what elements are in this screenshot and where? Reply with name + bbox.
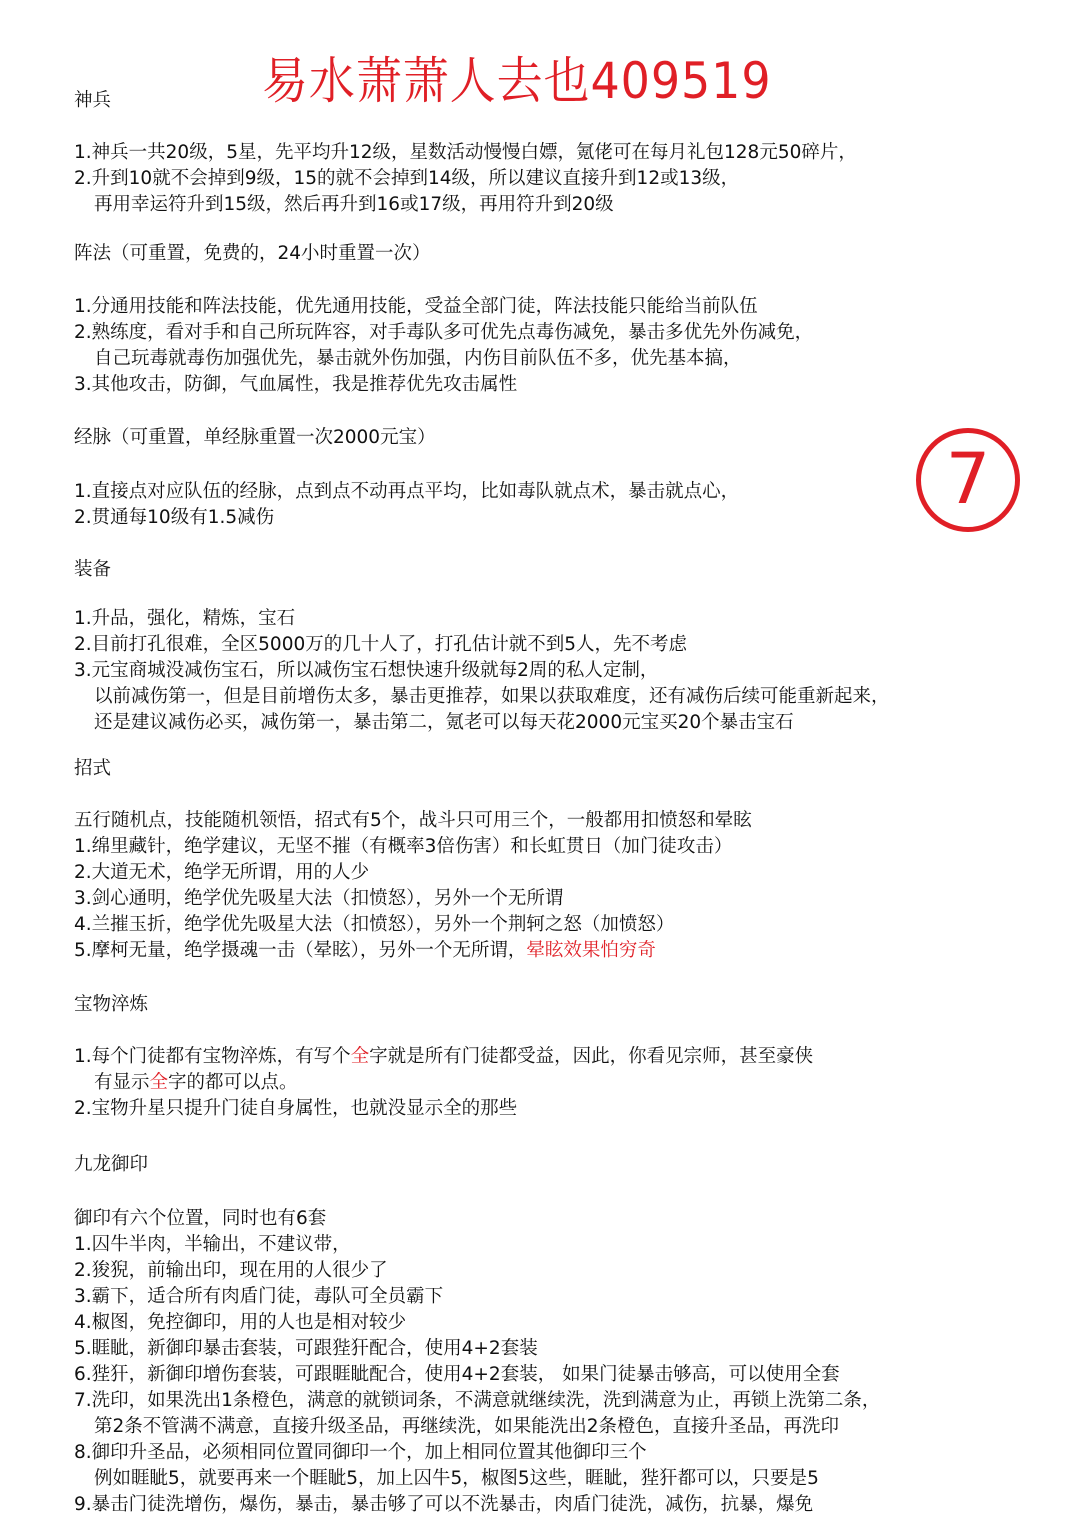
text-line bbox=[74, 192, 614, 218]
text-line bbox=[74, 140, 857, 166]
line-text: 1.每个门徒都有宝物淬炼，有写个 bbox=[74, 1046, 351, 1067]
line-text: 九龙御印 bbox=[74, 1154, 149, 1175]
text-line bbox=[74, 372, 517, 398]
line-text: 4.兰摧玉折，绝学优先吸星大法（扣愤怒），另外一个荆轲之怒（加愤怒） bbox=[74, 914, 675, 935]
line-text: 五行随机点，技能随机领悟，招式有5个，战斗只可用三个，一般都用扣愤怒和晕眩 bbox=[74, 810, 752, 831]
line-text: 装备 bbox=[74, 559, 112, 580]
line-text-tail: 字就是所有门徒都受益，因此，你看见宗师，甚至豪侠 bbox=[369, 1046, 814, 1067]
line-text: 2.熟练度，看对手和自己所玩阵容，对手毒队多可优先点毒伤减免，暴击多优先外伤减免， bbox=[74, 322, 814, 343]
line-text: 2.狻猊，前输出印，现在用的人很少了 bbox=[74, 1260, 388, 1281]
text-line bbox=[74, 1310, 406, 1336]
text-line bbox=[74, 1044, 813, 1070]
text-line bbox=[74, 1232, 351, 1258]
text-line bbox=[74, 1414, 839, 1440]
line-text: 1.囚牛半肉，半输出，不建议带， bbox=[74, 1234, 351, 1255]
line-text: 宝物淬炼 bbox=[74, 994, 149, 1015]
line-text: 1.分通用技能和阵法技能，优先通用技能，受益全部门徒，阵法技能只能给当前队伍 bbox=[74, 296, 758, 317]
line-text: 1.神兵一共20级，5星，先平均升12级，星数活动慢慢白嫖，氪佬可在每月礼包128元50碎片， bbox=[74, 142, 857, 163]
line-text: 例如睚眦5，就要再来一个睚眦5，加上囚牛5，椒图5这些，睚眦，狴犴都可以，只要是5 bbox=[94, 1468, 819, 1489]
text-line bbox=[74, 425, 436, 451]
text-line bbox=[74, 88, 111, 114]
line-text: 3.元宝商城没减伤宝石，所以减伤宝石想快速升级就每2周的私人定制， bbox=[74, 660, 659, 681]
text-line bbox=[74, 320, 813, 346]
text-line bbox=[74, 658, 658, 684]
text-line bbox=[74, 1492, 813, 1518]
text-line bbox=[74, 938, 656, 964]
highlight-text: 晕眩效果怕穷奇 bbox=[526, 940, 656, 961]
text-line bbox=[74, 1096, 517, 1122]
line-text: 2.宝物升星只提升门徒自身属性，也就没显示全的那些 bbox=[74, 1098, 518, 1119]
text-line bbox=[74, 1070, 298, 1096]
text-line bbox=[74, 1466, 819, 1492]
text-line bbox=[74, 834, 732, 860]
line-text: 2.贯通每10级有1.5减伤 bbox=[74, 507, 275, 528]
text-line bbox=[74, 710, 794, 736]
text-line bbox=[74, 684, 890, 710]
line-text: 2.目前打孔很难，全区5000万的几十人了，打孔估计就不到5人，先不考虑 bbox=[74, 634, 688, 655]
text-line bbox=[74, 557, 111, 583]
line-text: 2.大道无术，绝学无所谓，用的人少 bbox=[74, 862, 370, 883]
line-text: 3.霸下，适合所有肉盾门徒，毒队可全员霸下 bbox=[74, 1286, 444, 1307]
line-text: 9.暴击门徒洗增伤，爆伤，暴击，暴击够了可以不洗暴击，肉盾门徒洗，减伤，抗暴，爆免 bbox=[74, 1494, 814, 1515]
line-text: 还是建议减伤必买，减伤第一，暴击第二，氪老可以每天花2000元宝买20个暴击宝石 bbox=[94, 712, 794, 733]
page-number-circle: 7 bbox=[916, 428, 1020, 532]
text-line bbox=[74, 241, 431, 267]
line-text: 3.其他攻击，防御，气血属性，我是推荐优先攻击属性 bbox=[74, 374, 518, 395]
line-text: 6.狴犴，新御印增伤套装，可跟睚眦配合，使用4+2套装， 如果门徒暴击够高，可以使用全套 bbox=[74, 1364, 840, 1385]
line-text: 阵法（可重置，免费的，24小时重置一次） bbox=[74, 243, 431, 264]
line-text: 经脉（可重置，单经脉重置一次2000元宝） bbox=[74, 427, 436, 448]
line-text: 御印有六个位置，同时也有6套 bbox=[74, 1208, 327, 1229]
text-line bbox=[74, 346, 742, 372]
line-text: 自己玩毒就毒伤加强优先，暴击就外伤加强，内伤目前队伍不多，优先基本搞， bbox=[94, 348, 742, 369]
text-line bbox=[74, 505, 274, 531]
line-text: 1.直接点对应队伍的经脉，点到点不动再点平均，比如毒队就点术，暴击就点心， bbox=[74, 481, 740, 502]
text-line bbox=[74, 912, 674, 938]
line-text: 2.升到10就不会掉到9级，15的就不会掉到14级，所以建议直接升到12或13级， bbox=[74, 168, 740, 189]
line-text: 招式 bbox=[74, 758, 112, 779]
text-line bbox=[74, 808, 752, 834]
line-text: 第2条不管满不满意，直接升级圣品，再继续洗，如果能洗出2条橙色，直接升圣品，再洗印 bbox=[94, 1416, 840, 1437]
text-line bbox=[74, 294, 758, 320]
text-line bbox=[74, 166, 739, 192]
line-text-tail: 字的都可以点。 bbox=[168, 1072, 298, 1093]
text-line bbox=[74, 756, 111, 782]
line-text: 8.御印升圣品，必须相同位置同御印一个，加上相同位置其他御印三个 bbox=[74, 1442, 647, 1463]
text-line bbox=[74, 1388, 880, 1414]
line-text: 7.洗印，如果洗出1条橙色，满意的就锁词条，不满意就继续洗，洗到满意为止，再锁上洗第二条， bbox=[74, 1390, 881, 1411]
text-line bbox=[74, 1336, 538, 1362]
text-line bbox=[74, 992, 148, 1018]
text-line bbox=[74, 1258, 388, 1284]
line-text: 4.椒图，免控御印，用的人也是相对较少 bbox=[74, 1312, 407, 1333]
line-text: 再用幸运符升到15级，然后再升到16或17级，再用符升到20级 bbox=[94, 194, 614, 215]
text-line bbox=[74, 886, 563, 912]
text-line bbox=[74, 1152, 148, 1178]
line-text: 以前减伤第一，但是目前增伤太多，暴击更推荐，如果以获取难度，还有减伤后续可能重新起来， bbox=[94, 686, 890, 707]
line-text: 1.升品，强化，精炼，宝石 bbox=[74, 608, 296, 629]
line-text: 5.摩柯无量，绝学摄魂一击（晕眩），另外一个无所谓， bbox=[74, 940, 527, 961]
text-line bbox=[74, 1284, 443, 1310]
line-text: 5.睚眦，新御印暴击套装，可跟狴犴配合，使用4+2套装 bbox=[74, 1338, 538, 1359]
line-text: 1.绵里藏针，绝学建议，无坚不摧（有概率3倍伤害）和长虹贯日（加门徒攻击） bbox=[74, 836, 733, 857]
text-line bbox=[74, 1206, 326, 1232]
line-text: 神兵 bbox=[74, 90, 112, 111]
text-line bbox=[74, 479, 739, 505]
text-line bbox=[74, 860, 369, 886]
text-line bbox=[74, 1440, 647, 1466]
highlight-text: 全 bbox=[149, 1072, 169, 1093]
highlight-text: 全 bbox=[350, 1046, 370, 1067]
text-line bbox=[74, 606, 295, 632]
watermark-title: 易水萧萧人去也409519 bbox=[262, 52, 772, 110]
text-line bbox=[74, 632, 687, 658]
line-text: 3.剑心通明，绝学优先吸星大法（扣愤怒），另外一个无所谓 bbox=[74, 888, 564, 909]
text-line bbox=[74, 1362, 840, 1388]
line-text: 有显示 bbox=[94, 1072, 150, 1093]
